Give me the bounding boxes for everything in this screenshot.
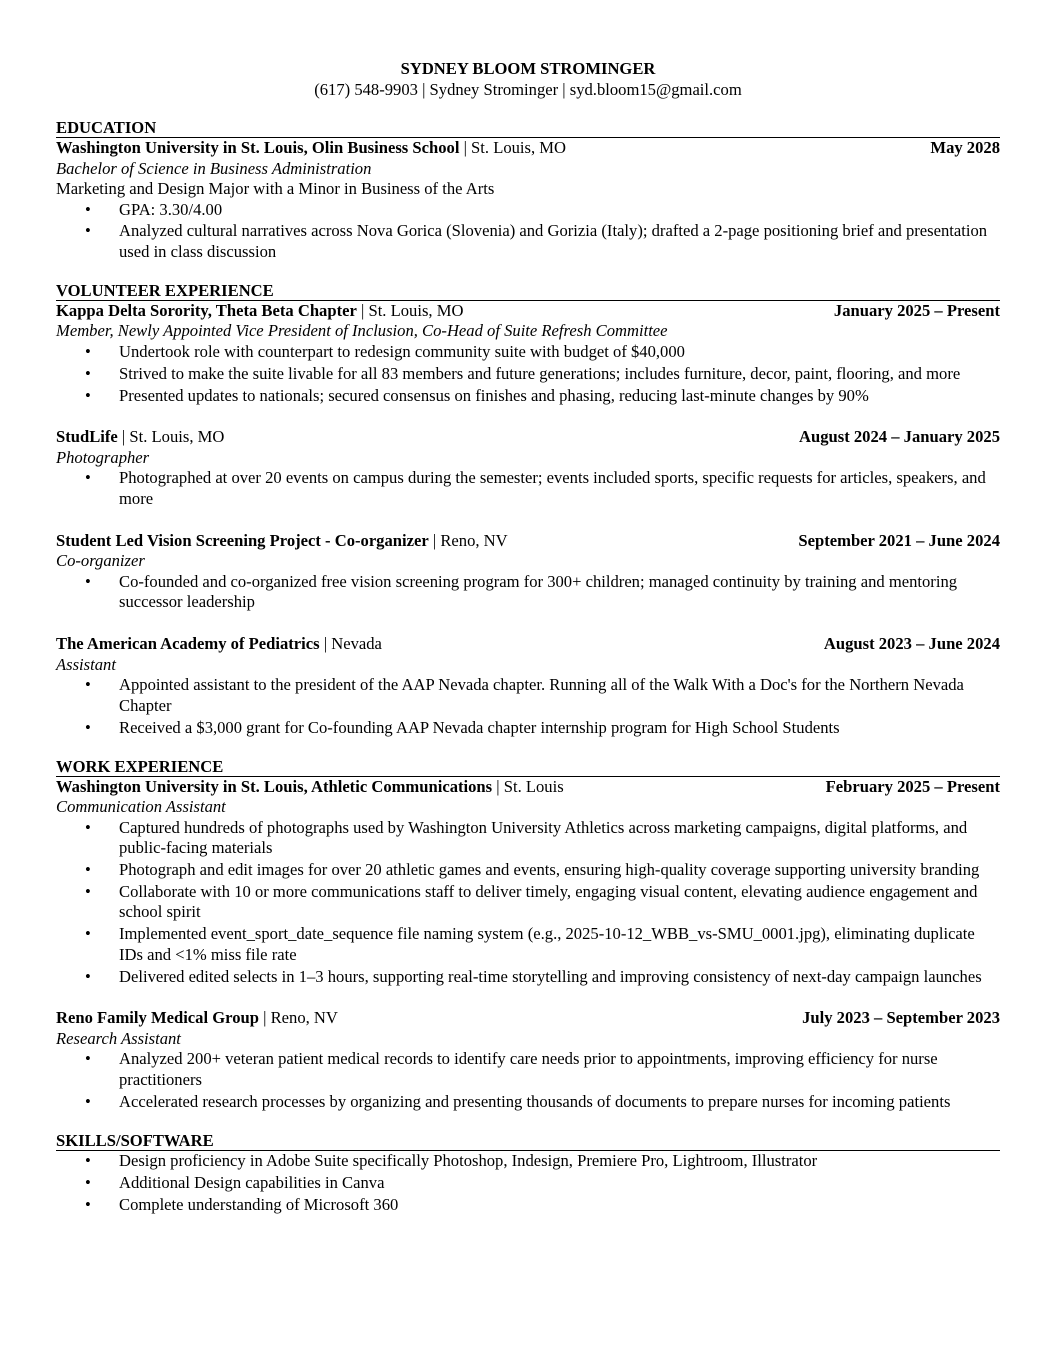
- volunteer-entry-studlife: [56, 427, 1000, 509]
- entry-header-row: [56, 301, 1000, 322]
- skills-bullets: [56, 1151, 1000, 1215]
- work-entry-athletic-communications: [56, 777, 1000, 988]
- entry-org-line: [56, 1008, 338, 1029]
- education-school-line: [56, 138, 566, 159]
- entry-org: Reno Family Medical Group: [56, 1008, 259, 1028]
- entry-role: Research Assistant: [56, 1028, 181, 1048]
- list-item: • Design proficiency in Adobe Suite specifically Photoshop, Indesign, Premiere Pro, Lightroom, Illustrator: [56, 1151, 1000, 1172]
- work-entry-reno-family: [56, 1008, 1000, 1112]
- entry-role: Member, Newly Appointed Vice President of Inclusion, Co-Head of Suite Refresh Committee: [56, 321, 668, 341]
- list-item: • GPA: 3.30/4.00: [56, 200, 1000, 221]
- list-item: • Co-founded and co-organized free vision screening program for 300+ children; managed continuity by training and mentoring successor leadership: [56, 572, 1000, 613]
- entry-location: | St. Louis, MO: [117, 427, 225, 447]
- entry-location: | St. Louis: [492, 776, 564, 796]
- entry-location: | St. Louis, MO: [356, 300, 464, 320]
- entry-org: StudLife: [56, 427, 118, 447]
- list-item: • Received a $3,000 grant for Co-founding AAP Nevada chapter internship program for High School Students: [56, 718, 1000, 739]
- contact-line: (617) 548-9903 | Sydney Strominger | syd.bloom15@gmail.com: [314, 79, 742, 99]
- entry-bullets: [56, 1049, 1000, 1112]
- volunteer-heading: VOLUNTEER EXPERIENCE: [56, 282, 1000, 301]
- volunteer-entry-kappa-delta: [56, 301, 1000, 406]
- resume-content: [56, 59, 1000, 1216]
- list-item: • Photograph and edit images for over 20 athletic games and events, ensuring high-quality coverage supporting university branding: [56, 860, 1000, 881]
- candidate-name: SYDNEY BLOOM STROMINGER: [400, 59, 656, 78]
- entry-bullets: [56, 675, 1000, 738]
- education-major: Marketing and Design Major with a Minor in Business of the Arts: [56, 179, 495, 198]
- work-heading: WORK EXPERIENCE: [56, 758, 1000, 777]
- entry-bullets: [56, 572, 1000, 613]
- volunteer-entry-vision-screening: [56, 531, 1000, 613]
- list-item: • Additional Design capabilities in Canva: [56, 1173, 1000, 1194]
- entry-role: Co-organizer: [56, 551, 145, 571]
- entry-location: | Reno, NV: [428, 530, 508, 550]
- education-degree: Bachelor of Science in Business Administration: [56, 158, 372, 178]
- list-item: • Complete understanding of Microsoft 360: [56, 1195, 1000, 1216]
- entry-bullets: [56, 818, 1000, 988]
- education-heading: EDUCATION: [56, 119, 1000, 138]
- list-item: • Implemented event_sport_date_sequence file naming system (e.g., 2025-10-12_WBB_vs-SMU_0001.jpg), eliminating duplicate IDs and <1% miss file rate: [56, 924, 1000, 965]
- entry-header-row: [56, 427, 1000, 448]
- entry-date: July 2023 – September 2023: [802, 1008, 1000, 1028]
- list-item: • Collaborate with 10 or more communications staff to deliver timely, engaging visual content, elevating audience engagement and school spirit: [56, 882, 1000, 923]
- list-item: • Accelerated research processes by organizing and presenting thousands of documents to prepare nurses for incoming patients: [56, 1092, 1000, 1113]
- list-item: • Undertook role with counterpart to redesign community suite with budget of $40,000: [56, 342, 1000, 363]
- entry-bullets: [56, 468, 1000, 509]
- list-item: • Photographed at over 20 events on campus during the semester; events included sports, specific requests for articles, speakers, and more: [56, 468, 1000, 509]
- entry-org-line: [56, 777, 564, 798]
- entry-role: Photographer: [56, 447, 150, 467]
- entry-org: Washington University in St. Louis, Athletic Communications: [56, 776, 493, 796]
- education-date: May 2028: [930, 138, 1000, 157]
- entry-date: September 2021 – June 2024: [798, 530, 1000, 550]
- entry-date: August 2024 – January 2025: [799, 427, 1000, 447]
- entry-org-line: [56, 531, 508, 552]
- entry-org-line: [56, 301, 463, 322]
- list-item: • Strived to make the suite livable for all 83 members and future generations; includes furniture, decor, paint, flooring, and more: [56, 364, 1000, 385]
- education-bullets: [56, 200, 1000, 263]
- education-school: Washington University in St. Louis, Olin Business School: [56, 138, 460, 157]
- education-location: | St. Louis, MO: [459, 138, 567, 157]
- list-item: • Analyzed cultural narratives across Nova Gorica (Slovenia) and Gorizia (Italy); drafted a 2-page positioning brief and presentation used in class discussion: [56, 221, 1000, 262]
- list-item: • Analyzed 200+ veteran patient medical records to identify care needs prior to appointments, improving efficiency for nurse practitioners: [56, 1049, 1000, 1090]
- entry-header-row: [56, 634, 1000, 655]
- entry-date: February 2025 – Present: [825, 776, 1000, 796]
- entry-role: Assistant: [56, 654, 116, 674]
- entry-org: Kappa Delta Sorority, Theta Beta Chapter: [56, 300, 357, 320]
- list-item: • Appointed assistant to the president of the AAP Nevada chapter. Running all of the Walk With a Doc's for the Northern Nevada Chapter: [56, 675, 1000, 716]
- entry-org-line: [56, 427, 224, 448]
- entry-date: January 2025 – Present: [833, 300, 1000, 320]
- resume-header: [56, 59, 1000, 100]
- entry-org: Student Led Vision Screening Project - Co-organizer: [56, 530, 429, 550]
- list-item: • Captured hundreds of photographs used by Washington University Athletics across marketing campaigns, digital platforms, and public-facing materials: [56, 818, 1000, 859]
- volunteer-entry-aap: [56, 634, 1000, 738]
- entry-location: | Reno, NV: [258, 1008, 338, 1028]
- entry-date: August 2023 – June 2024: [823, 634, 1000, 654]
- entry-org-line: [56, 634, 382, 655]
- entry-role: Communication Assistant: [56, 797, 226, 817]
- entry-location: | Nevada: [319, 634, 382, 654]
- entry-org: The American Academy of Pediatrics: [56, 634, 320, 654]
- skills-heading: SKILLS/SOFTWARE: [56, 1132, 1000, 1151]
- entry-header-row: [56, 777, 1000, 798]
- list-item: • Presented updates to nationals; secured consensus on finishes and phasing, reducing last-minute changes by 90%: [56, 386, 1000, 407]
- education-school-row: [56, 138, 1000, 159]
- entry-bullets: [56, 342, 1000, 406]
- entry-header-row: [56, 531, 1000, 552]
- entry-header-row: [56, 1008, 1000, 1029]
- list-item: • Delivered edited selects in 1–3 hours, supporting real-time storytelling and improving consistency of next-day campaign launches: [56, 967, 1000, 988]
